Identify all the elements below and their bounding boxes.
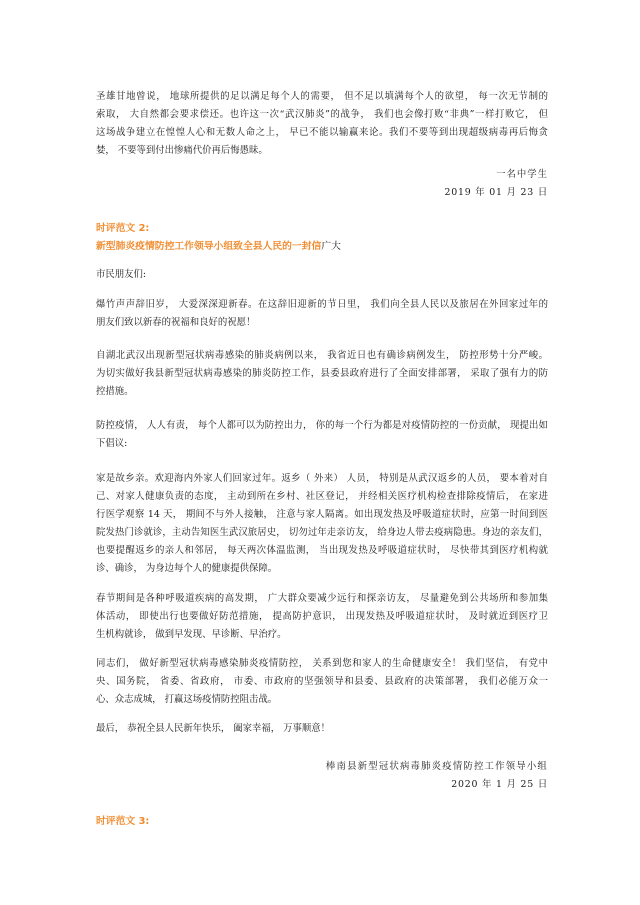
essay1-date: 2019 年 01 月 23 日 xyxy=(444,187,548,198)
paragraph-line: 自湖北武汉出现新型冠状病毒感染的肺炎病例以来， 我省近日也有确诊病例发生， 防控形势十分严峻。 xyxy=(96,350,548,361)
paragraph-line: 诊、确诊， 为身边每个人的健康提供保障。 xyxy=(96,563,278,574)
paragraph-line: 圣雄甘地曾说， 地球所提供的足以满足每个人的需要， 但不足以填满每个人的欲望， 每一次无节制的 xyxy=(96,91,548,102)
paragraph-line: 院发热门诊就诊，主动告知医生武汉旅居史， 切勿过年走亲访友， 给身边人带去疫病隐患。身边的亲友们， xyxy=(96,527,548,538)
paragraph-line: 婪， 不要等到付出惨痛代价再后悔愚昧。 xyxy=(96,145,268,156)
paragraph-line: 也要提醒返乡的亲人和邻居， 每天两次体温监测， 当出现发热及呼吸道症状时， 尽快带其到医疗机构就 xyxy=(96,545,548,556)
essay2-heading-block xyxy=(96,220,548,256)
paragraph-line: 己、对家人健康负责的态度， 主动到所在乡村、社区登记， 并经相关医疗机构检查排除疫情后， 在家进 xyxy=(96,491,548,502)
greeting-paragraph xyxy=(96,296,548,332)
essay2-signature-block xyxy=(96,758,548,794)
paragraph-line: 春节期间是各种呼吸道疾病的高发期， 广大群众要减少远行和探亲访友， 尽量避免到公共场所和参加集 xyxy=(96,593,548,604)
essay2-title-suffix: 广大 xyxy=(321,241,341,252)
comrades-paragraph xyxy=(96,655,548,709)
closing-text: 最后， 恭祝全县人民新年快乐， 阖家幸福， 万事顺意！ xyxy=(96,723,330,734)
paragraph-line: 这场战争建立在惶惶人心和无数人命之上， 早已不能以输赢来论。我们不要等到出现超级病毒再后悔贪 xyxy=(96,127,548,138)
essay3-heading-block xyxy=(96,813,548,831)
paragraph-line: 索取， 大自然都会要求偿还。也许这一次“武汉肺炎”的战争， 我们也会像打败“非典”一样打败它， 但 xyxy=(96,109,548,120)
paragraph-line: 同志们， 做好新型冠状病毒感染肺炎疫情防控， 关系到您和家人的生命健康安全！ 我们坚信， 有党中 xyxy=(96,658,548,669)
essay2-title-line xyxy=(96,238,548,256)
paragraph-line: 体活动， 即使出行也要做好防范措施， 提高防护意识， 出现发热及呼吸道症状时， 及时就近到医疗卫 xyxy=(96,611,548,622)
homecoming-paragraph xyxy=(96,470,548,578)
paragraph-line: 行医学观察 14 天， 期间不与外人接触， 注意与家人隔离。如出现发热及呼吸道症状时，应第一时间到医 xyxy=(96,509,548,520)
salutation xyxy=(96,266,548,284)
paragraph-line: 下倡议: xyxy=(96,438,128,449)
essay1-signature-block xyxy=(96,166,548,202)
paragraph-line: 为切实做好我县新型冠状病毒感染的肺炎防控工作，县委县政府进行了全面安排部署， 采取了强有力的防 xyxy=(96,368,548,379)
paragraph-line: 朋友们致以新春的祝福和良好的祝愿！ xyxy=(96,317,256,328)
salutation-text: 市民朋友们: xyxy=(96,269,147,280)
essay2-title: 新型肺炎疫情防控工作领导小组致全县人民的一封信 xyxy=(96,241,322,252)
essay3-heading: 时评范文 3: xyxy=(96,816,150,827)
situation-paragraph xyxy=(96,347,548,401)
paragraph-line: 控措施。 xyxy=(96,386,134,397)
essay2-heading: 时评范文 2: xyxy=(96,223,150,234)
essay2-date: 2020 年 1 月 25 日 xyxy=(451,779,548,790)
paragraph-line: 央、国务院， 省委、省政府， 市委、市政府的坚强领导和县委、县政府的决策部署， 我们必能万众一 xyxy=(96,676,548,687)
closing-paragraph xyxy=(96,720,548,738)
essay1-signature: 一名中学生 xyxy=(496,169,548,180)
essay2-signature: 棒南县新型冠状病毒肺炎疫情防控工作领导小组 xyxy=(325,761,548,772)
paragraph-line: 心、众志成城， 打赢这场疫情防控阻击战。 xyxy=(96,694,278,705)
paragraph-line: 防控疫情， 人人有责， 每个人都可以为防控出力， 你的每一个行为都是对疫情防控的一份贡献， 现提出如 xyxy=(96,420,548,431)
paragraph-line: 家是故乡亲。欢迎海内外家人们回家过年。返乡（ 外来） 人员， 特别是从武汉返乡的人员， 要本着对自 xyxy=(96,473,548,484)
paragraph-line: 生机构就诊， 做到早发现、早诊断、早治疗。 xyxy=(96,629,287,640)
paragraph-line: 爆竹声声辞旧岁， 大爱深深迎新春。在这辞旧迎新的节日里， 我们向全县人民以及旅居在外回家过年的 xyxy=(96,299,548,310)
essay1-paragraph xyxy=(96,88,548,160)
proposal-paragraph xyxy=(96,417,548,453)
spring-festival-paragraph xyxy=(96,590,548,644)
